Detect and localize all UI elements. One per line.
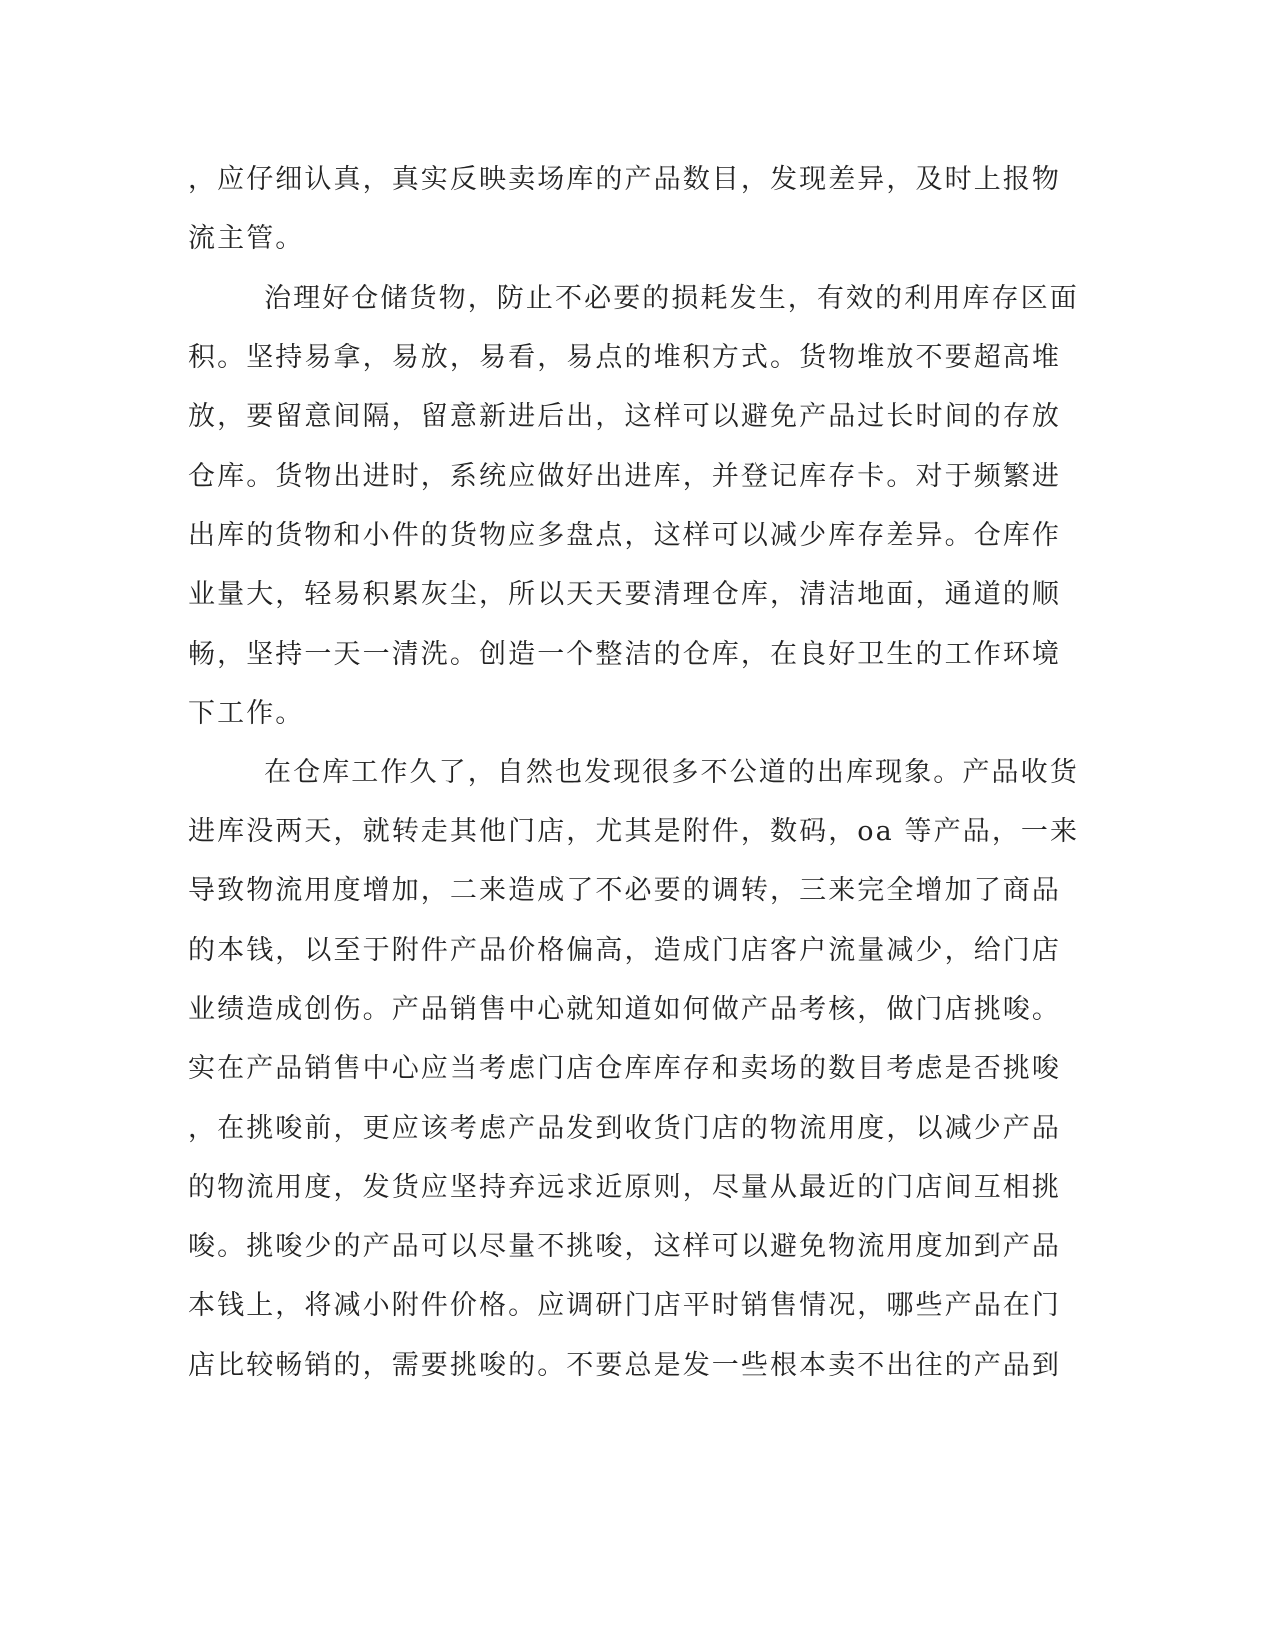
text-line: 畅，坚持一天一清洗。创造一个整洁的仓库，在良好卫生的工作环境 xyxy=(188,639,1061,670)
text-line: 唆。挑唆少的产品可以尽量不挑唆，这样可以避免物流用度加到产品 xyxy=(188,1231,1061,1262)
text-line: 店比较畅销的，需要挑唆的。不要总是发一些根本卖不出往的产品到 xyxy=(188,1350,1061,1381)
text-line: 实在产品销售中心应当考虑门店仓库库存和卖场的数目考虑是否挑唆 xyxy=(188,1053,1061,1084)
text-line: 进库没两天，就转走其他门店，尤其是附件，数码，oa 等产品，一来 xyxy=(188,816,1080,847)
text-line: 导致物流用度增加，二来造成了不必要的调转，三来完全增加了商品 xyxy=(188,875,1061,906)
text-line: 放，要留意间隔，留意新进后出，这样可以避免产品过长时间的存放 xyxy=(188,401,1061,432)
text-line: 业绩造成创伤。产品销售中心就知道如何做产品考核，做门店挑唆。 xyxy=(188,994,1061,1025)
text-line: 业量大，轻易积累灰尘，所以天天要清理仓库，清洁地面，通道的顺 xyxy=(188,579,1061,610)
text-line: ，在挑唆前，更应该考虑产品发到收货门店的物流用度，以减少产品 xyxy=(188,1113,1061,1144)
text-line: 的物流用度，发货应坚持弃远求近原则，尽量从最近的门店间互相挑 xyxy=(188,1172,1061,1203)
paragraph-start-line: 治理好仓储货物，防止不必要的损耗发生，有效的利用库存区面 xyxy=(264,283,1079,314)
paragraph-start-line: 在仓库工作久了，自然也发现很多不公道的出库现象。产品收货 xyxy=(264,757,1079,788)
text-line: 本钱上，将减小附件价格。应调研门店平时销售情况，哪些产品在门 xyxy=(188,1290,1061,1321)
text-line: 仓库。货物出进时，系统应做好出进库，并登记库存卡。对于频繁进 xyxy=(188,461,1061,492)
text-line: 下工作。 xyxy=(188,698,305,729)
text-line: 出库的货物和小件的货物应多盘点，这样可以减少库存差异。仓库作 xyxy=(188,520,1061,551)
text-line: 流主管。 xyxy=(188,223,305,254)
text-line: 的本钱，以至于附件产品价格偏高，造成门店客户流量减少，给门店 xyxy=(188,935,1061,966)
text-line: ，应仔细认真，真实反映卖场库的产品数目，发现差异，及时上报物 xyxy=(188,164,1061,195)
text-line: 积。坚持易拿，易放，易看，易点的堆积方式。货物堆放不要超高堆 xyxy=(188,342,1061,373)
